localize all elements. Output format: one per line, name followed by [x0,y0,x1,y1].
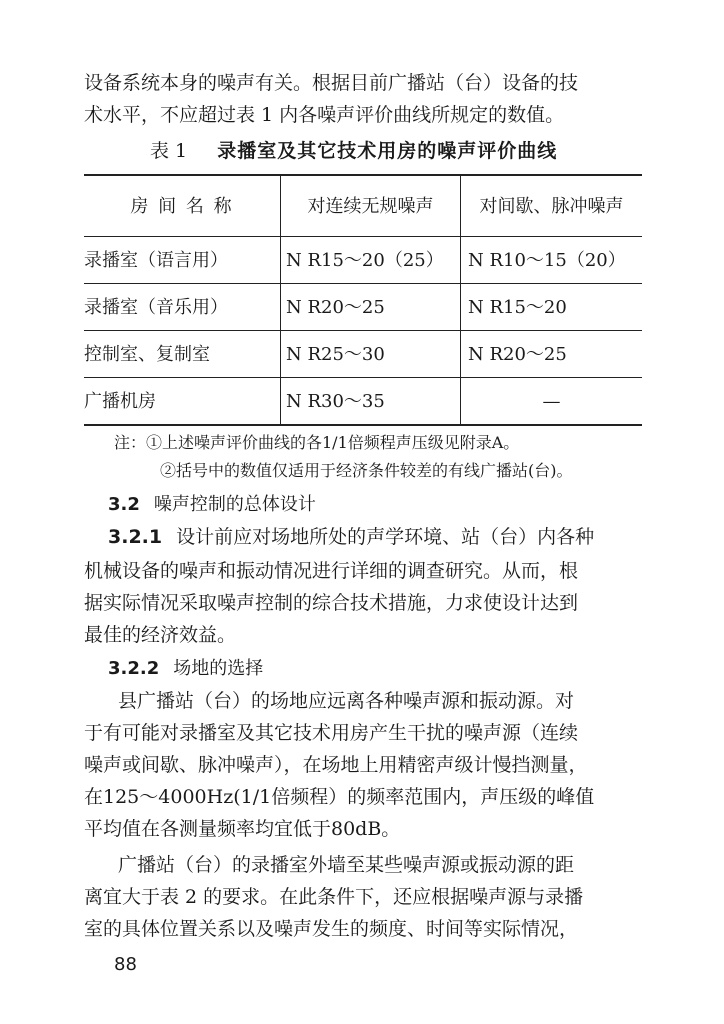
section-3-2-1-text-1: 设计前应对场地所处的声学环境、站（台）内各种 [176,526,595,548]
header-room-name: 房 间 名 称 [130,196,234,217]
row-1-name: 录播室（语言用） [84,250,228,271]
row-3-continuous: N R25～30 [286,344,385,365]
header-continuous: 对连续无规噪声 [307,196,434,217]
section-3-2-number: 3.2 [108,494,140,515]
table-note-2: ②括号中的数值仅适用于经济条件较差的有线广播站(台)。 [160,461,573,480]
page-number: 88 [114,954,137,975]
site-para-2-line-2: 离宜大于表 2 的要求。在此条件下，还应根据噪声源与录播 [84,886,584,908]
section-3-2-1-line-3: 据实际情况采取噪声控制的综合技术措施，力求使设计达到 [84,592,579,614]
row-3-name: 控制室、复制室 [84,344,210,365]
row-2-continuous: N R20～25 [286,297,385,318]
row-2-intermittent: N R15～20 [468,297,567,318]
intro-line-1: 设备系统本身的噪声有关。根据目前广播站（台）设备的技 [84,72,579,94]
site-para-2-line-1: 广播站（台）的录播室外墙至某些噪声源或振动源的距 [118,854,575,876]
row-rule-2 [84,330,642,331]
row-3-intermittent: N R20～25 [468,344,567,365]
row-4-name: 广播机房 [84,391,156,412]
site-para-1-line-3: 噪声或间歇、脉冲噪声），在场地上用精密声级计慢挡测量， [84,754,588,776]
section-3-2-2-heading [108,656,678,682]
table-bottom-rule [84,424,642,426]
row-rule-3 [84,377,642,378]
row-2-name: 录播室（音乐用） [84,297,228,318]
section-3-2-1-line-2: 机械设备的噪声和振动情况进行详细的调查研究。从而，根 [84,560,579,582]
table-caption [150,138,610,164]
row-1-intermittent: N R10～15（20） [468,250,626,271]
section-3-2-1-line-4: 最佳的经济效益。 [84,624,237,646]
site-para-1-line-5: 平均值在各测量频率均宜低于80dB。 [84,818,401,840]
header-intermittent: 对间歇、脉冲噪声 [479,196,624,217]
section-3-2-title: 噪声控制的总体设计 [153,494,316,515]
header-bottom-rule [84,236,642,237]
site-para-1-line-1: 县广播站（台）的场地应远离各种噪声源和振动源。对 [118,690,575,712]
section-3-2-heading [108,492,678,518]
site-para-1-line-2: 于有可能对录播室及其它技术用房产生干扰的噪声源（连续 [84,722,579,744]
section-3-2-1-line-1 [108,524,654,550]
intro-line-2: 术水平，不应超过表 1 内各噪声评价曲线所规定的数值。 [84,104,565,126]
row-4-continuous: N R30～35 [286,391,385,412]
table-top-rule [84,174,642,176]
section-3-2-1-number: 3.2.1 [108,526,163,548]
section-3-2-2-title: 场地的选择 [173,658,264,679]
site-para-2-line-3: 室的具体位置关系以及噪声发生的频度、时间等实际情况， [84,918,579,940]
noise-criteria-table [84,174,642,426]
row-1-continuous: N R15～20（25） [286,250,444,271]
table-note-1: 注：①上述噪声评价曲线的各1/1倍频程声压级见附录A。 [114,433,520,452]
row-4-intermittent: — [542,391,561,412]
section-3-2-2-number: 3.2.2 [108,658,160,679]
table-label: 表 1 [150,140,188,162]
site-para-1-line-4: 在125～4000Hz(1/1倍频程）的频率范围内，声压级的峰值 [84,786,595,808]
table-title: 录播室及其它技术用房的噪声评价曲线 [217,140,558,162]
row-rule-1 [84,283,642,284]
